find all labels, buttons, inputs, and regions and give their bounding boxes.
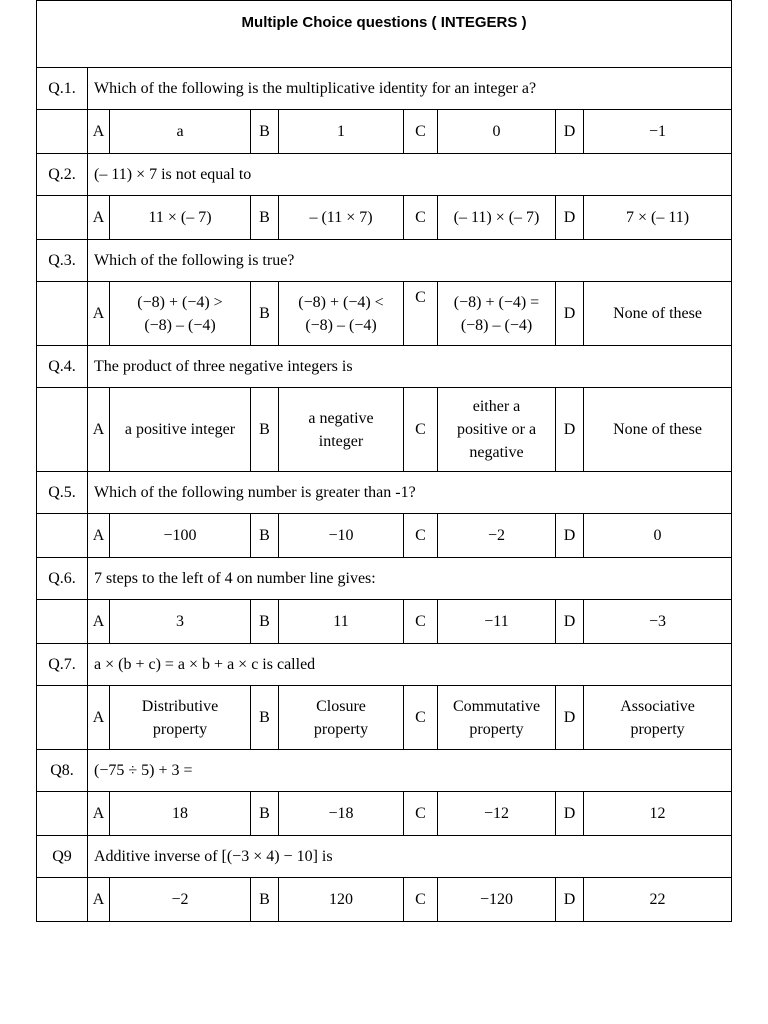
option-text: −1 <box>584 110 732 154</box>
option-text: 120 <box>279 878 404 922</box>
question-number: Q.1. <box>37 68 88 110</box>
option-text: 1 <box>279 110 404 154</box>
option-letter: D <box>556 686 584 750</box>
option-text: 18 <box>110 792 251 836</box>
option-letter: C <box>404 600 438 644</box>
option-text <box>110 282 251 346</box>
question-text: 7 steps to the left of 4 on number line gives: <box>88 558 732 600</box>
options-row <box>37 514 732 558</box>
question-row <box>37 644 732 686</box>
question-number: Q.2. <box>37 154 88 196</box>
option-letter: C <box>404 196 438 240</box>
option-text: None of these <box>584 282 732 346</box>
option-line: integer <box>318 432 364 450</box>
option-letter: B <box>251 878 279 922</box>
option-letter: C <box>404 388 438 472</box>
question-text: (– 11) × 7 is not equal to <box>88 154 732 196</box>
option-letter: A <box>88 282 110 346</box>
option-text: −12 <box>438 792 556 836</box>
option-letter: A <box>88 878 110 922</box>
option-letter: C <box>404 792 438 836</box>
option-text: – (11 × 7) <box>279 196 404 240</box>
mcq-table <box>36 0 732 922</box>
option-letter: D <box>556 792 584 836</box>
option-line: a negative <box>308 409 374 427</box>
option-text <box>110 686 251 750</box>
option-letter: A <box>88 792 110 836</box>
option-text <box>438 282 556 346</box>
question-number: Q9 <box>37 836 88 878</box>
option-text: 12 <box>584 792 732 836</box>
page-title: Multiple Choice questions ( INTEGERS ) <box>37 1 732 68</box>
option-letter: A <box>88 110 110 154</box>
question-text: Which of the following number is greater than -1? <box>88 472 732 514</box>
option-text: −2 <box>110 878 251 922</box>
option-text <box>279 282 404 346</box>
option-line: Commutative <box>452 697 541 715</box>
question-text: Which of the following is true? <box>88 240 732 282</box>
option-text: 0 <box>584 514 732 558</box>
option-line: (−8) – (−4) <box>144 316 216 334</box>
option-letter: D <box>556 600 584 644</box>
option-letter: A <box>88 196 110 240</box>
option-letter: C <box>404 878 438 922</box>
option-letter: A <box>88 686 110 750</box>
blank-cell <box>37 196 88 240</box>
options-row <box>37 686 732 750</box>
question-row <box>37 750 732 792</box>
blank-cell <box>37 110 88 154</box>
option-letter: A <box>88 388 110 472</box>
option-line: (−8) + (−4) > <box>137 293 223 311</box>
option-text: −3 <box>584 600 732 644</box>
option-letter: D <box>556 282 584 346</box>
option-line: property <box>313 720 369 738</box>
option-line: Distributive <box>141 697 219 715</box>
option-letter: D <box>556 110 584 154</box>
option-line: (−8) – (−4) <box>460 316 533 334</box>
option-letter: B <box>251 792 279 836</box>
option-letter: A <box>88 600 110 644</box>
option-letter: C <box>404 686 438 750</box>
question-number: Q.3. <box>37 240 88 282</box>
option-line: Associative <box>620 697 695 715</box>
option-text: −100 <box>110 514 251 558</box>
option-text: 7 × (– 11) <box>584 196 732 240</box>
option-text: None of these <box>584 388 732 472</box>
question-text: The product of three negative integers is <box>88 346 732 388</box>
option-text: 22 <box>584 878 732 922</box>
question-row <box>37 68 732 110</box>
options-row <box>37 282 732 346</box>
option-text: −18 <box>279 792 404 836</box>
blank-cell <box>37 282 88 346</box>
option-line: negative <box>469 444 524 461</box>
option-text <box>279 388 404 472</box>
option-letter: D <box>556 878 584 922</box>
options-row <box>37 600 732 644</box>
question-number: Q.4. <box>37 346 88 388</box>
question-row <box>37 836 732 878</box>
option-line: positive or a <box>456 421 537 438</box>
question-text: a × (b + c) = a × b + a × c is called <box>88 644 732 686</box>
option-letter: B <box>251 514 279 558</box>
blank-cell <box>37 600 88 644</box>
option-letter: B <box>251 196 279 240</box>
option-line: either a <box>472 398 521 415</box>
question-number: Q.5. <box>37 472 88 514</box>
option-line: property <box>469 720 524 738</box>
option-letter: D <box>556 196 584 240</box>
option-text: 3 <box>110 600 251 644</box>
option-text: −120 <box>438 878 556 922</box>
option-letter: D <box>556 388 584 472</box>
options-row <box>37 878 732 922</box>
option-letter: B <box>251 388 279 472</box>
question-number: Q8. <box>37 750 88 792</box>
option-text: 11 <box>279 600 404 644</box>
option-line: (−8) – (−4) <box>305 316 377 334</box>
question-number: Q.6. <box>37 558 88 600</box>
question-text: (−75 ÷ 5) + 3 = <box>88 750 732 792</box>
option-line: property <box>152 720 208 738</box>
option-letter: B <box>251 110 279 154</box>
blank-cell <box>37 792 88 836</box>
option-text: −10 <box>279 514 404 558</box>
option-text <box>438 388 556 472</box>
question-row <box>37 472 732 514</box>
question-row <box>37 240 732 282</box>
option-letter: B <box>251 686 279 750</box>
blank-cell <box>37 514 88 558</box>
question-text: Additive inverse of [(−3 × 4) − 10] is <box>88 836 732 878</box>
question-text: Which of the following is the multiplicative identity for an integer a? <box>88 68 732 110</box>
question-number: Q.7. <box>37 644 88 686</box>
option-letter: A <box>88 514 110 558</box>
option-line: property <box>630 720 685 738</box>
options-row <box>37 196 732 240</box>
option-line: Closure <box>316 697 366 715</box>
option-text: −2 <box>438 514 556 558</box>
option-letter: B <box>251 282 279 346</box>
option-letter: C <box>404 282 438 346</box>
option-text: 0 <box>438 110 556 154</box>
blank-cell <box>37 878 88 922</box>
option-text: a positive integer <box>110 388 251 472</box>
blank-cell <box>37 388 88 472</box>
option-letter: C <box>404 514 438 558</box>
option-text <box>279 686 404 750</box>
question-row <box>37 346 732 388</box>
question-row <box>37 154 732 196</box>
option-letter: B <box>251 600 279 644</box>
option-text <box>438 686 556 750</box>
option-line: (−8) + (−4) = <box>453 293 540 311</box>
option-line: (−8) + (−4) < <box>298 293 384 311</box>
option-text: a <box>110 110 251 154</box>
options-row <box>37 388 732 472</box>
option-letter: D <box>556 514 584 558</box>
blank-cell <box>37 686 88 750</box>
options-row <box>37 110 732 154</box>
option-text: 11 × (– 7) <box>110 196 251 240</box>
option-text: −11 <box>438 600 556 644</box>
option-letter: C <box>404 110 438 154</box>
option-text: (– 11) × (– 7) <box>438 196 556 240</box>
options-row <box>37 792 732 836</box>
question-row <box>37 558 732 600</box>
option-text <box>584 686 732 750</box>
